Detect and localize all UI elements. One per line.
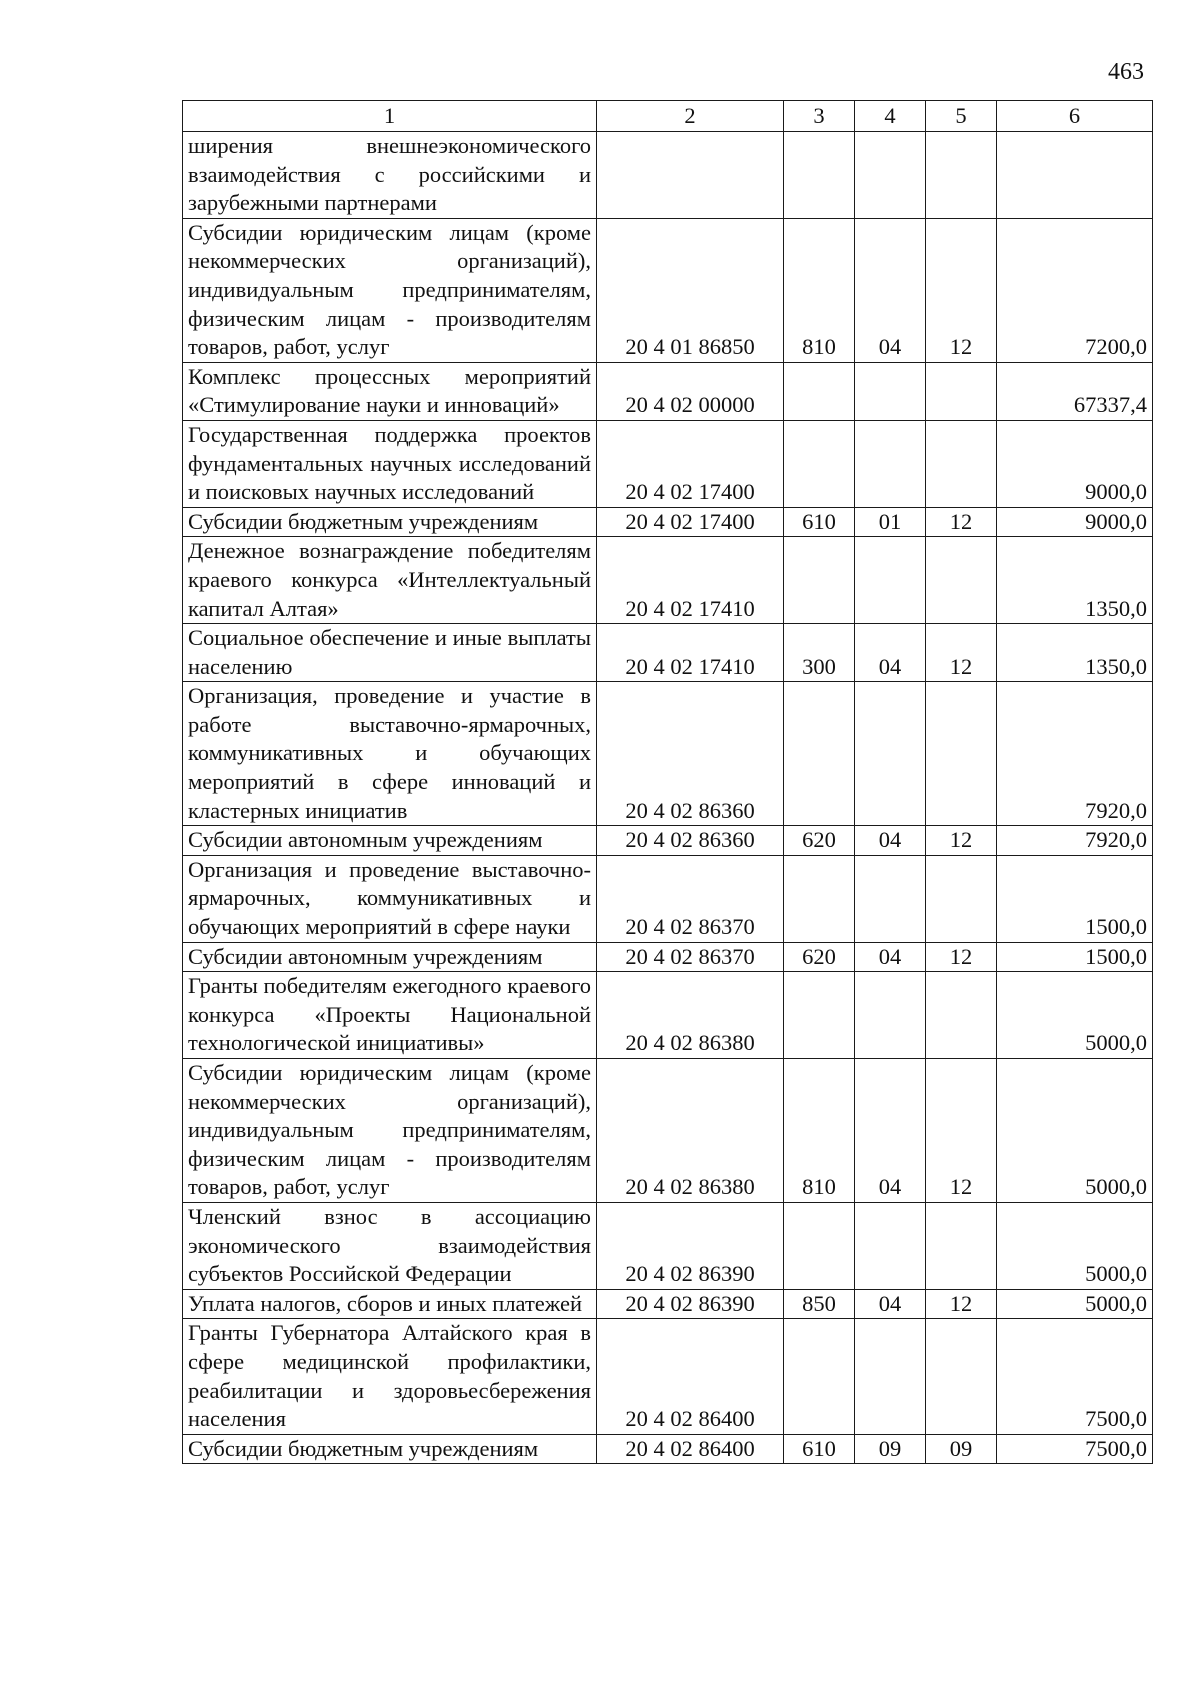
table-row <box>183 1289 1153 1319</box>
target-code-cell: 20 4 02 86360 <box>597 826 784 856</box>
expense-type-cell <box>784 537 855 624</box>
amount-cell: 7920,0 <box>997 826 1153 856</box>
expense-type-cell: 850 <box>784 1289 855 1319</box>
expense-type-cell <box>784 682 855 826</box>
amount-cell: 5000,0 <box>997 1059 1153 1203</box>
subsection-code-cell <box>926 1202 997 1289</box>
target-code-cell: 20 4 02 86370 <box>597 942 784 972</box>
section-code-cell: 04 <box>855 826 926 856</box>
column-header-2: 2 <box>597 101 784 132</box>
table-row <box>183 942 1153 972</box>
row-name-cell: Субсидии юридическим лицам (кроме некоммерческих организаций), индивидуальным предпринимателям, физическим лицам - производителям товаров, работ, услуг <box>183 1059 597 1203</box>
section-code-cell <box>855 1202 926 1289</box>
target-code-cell: 20 4 02 00000 <box>597 362 784 420</box>
expense-type-cell: 610 <box>784 1434 855 1464</box>
section-code-cell <box>855 537 926 624</box>
expense-type-cell <box>784 1202 855 1289</box>
row-name-cell: Гранты победителям ежегодного краевого конкурса «Проекты Национальной технологической инициативы» <box>183 972 597 1059</box>
section-code-cell <box>855 362 926 420</box>
subsection-code-cell: 12 <box>926 218 997 362</box>
expense-type-cell <box>784 362 855 420</box>
amount-cell <box>997 132 1153 219</box>
section-code-cell <box>855 1319 926 1434</box>
row-name-cell: Членский взнос в ассоциацию экономического взаимодействия субъектов Российской Федерации <box>183 1202 597 1289</box>
amount-cell: 67337,4 <box>997 362 1153 420</box>
expense-type-cell: 610 <box>784 507 855 537</box>
expense-type-cell <box>784 132 855 219</box>
target-code-cell: 20 4 02 86360 <box>597 682 784 826</box>
subsection-code-cell <box>926 682 997 826</box>
row-name-cell: Субсидии автономным учреждениям <box>183 826 597 856</box>
table-row <box>183 1059 1153 1203</box>
amount-cell: 7920,0 <box>997 682 1153 826</box>
table-row <box>183 1202 1153 1289</box>
subsection-code-cell: 12 <box>926 624 997 682</box>
table-row <box>183 218 1153 362</box>
subsection-code-cell <box>926 537 997 624</box>
subsection-code-cell: 12 <box>926 1059 997 1203</box>
amount-cell: 1350,0 <box>997 624 1153 682</box>
table-row <box>183 624 1153 682</box>
table-row <box>183 537 1153 624</box>
column-header-5: 5 <box>926 101 997 132</box>
amount-cell: 7500,0 <box>997 1434 1153 1464</box>
expense-type-cell: 810 <box>784 218 855 362</box>
target-code-cell: 20 4 02 17400 <box>597 420 784 507</box>
expense-type-cell <box>784 855 855 942</box>
target-code-cell <box>597 132 784 219</box>
table-row <box>183 507 1153 537</box>
target-code-cell: 20 4 01 86850 <box>597 218 784 362</box>
subsection-code-cell <box>926 855 997 942</box>
table-row <box>183 420 1153 507</box>
target-code-cell: 20 4 02 86400 <box>597 1434 784 1464</box>
section-code-cell <box>855 420 926 507</box>
expense-type-cell: 300 <box>784 624 855 682</box>
section-code-cell <box>855 132 926 219</box>
section-code-cell: 04 <box>855 218 926 362</box>
subsection-code-cell: 09 <box>926 1434 997 1464</box>
section-code-cell <box>855 682 926 826</box>
table-row <box>183 132 1153 219</box>
amount-cell: 5000,0 <box>997 972 1153 1059</box>
subsection-code-cell: 12 <box>926 942 997 972</box>
column-header-1: 1 <box>183 101 597 132</box>
subsection-code-cell <box>926 420 997 507</box>
section-code-cell <box>855 972 926 1059</box>
row-name-cell: Социальное обеспечение и иные выплаты населению <box>183 624 597 682</box>
target-code-cell: 20 4 02 86390 <box>597 1289 784 1319</box>
section-code-cell: 01 <box>855 507 926 537</box>
table-body <box>183 132 1153 1464</box>
subsection-code-cell <box>926 1319 997 1434</box>
table-row <box>183 855 1153 942</box>
table-row <box>183 362 1153 420</box>
target-code-cell: 20 4 02 86370 <box>597 855 784 942</box>
column-header-6: 6 <box>997 101 1153 132</box>
target-code-cell: 20 4 02 17410 <box>597 537 784 624</box>
header-row <box>183 101 1153 132</box>
column-header-4: 4 <box>855 101 926 132</box>
subsection-code-cell <box>926 972 997 1059</box>
expense-type-cell <box>784 972 855 1059</box>
expense-type-cell: 620 <box>784 942 855 972</box>
row-name-cell: Субсидии автономным учреждениям <box>183 942 597 972</box>
target-code-cell: 20 4 02 86380 <box>597 1059 784 1203</box>
column-header-3: 3 <box>784 101 855 132</box>
amount-cell: 1350,0 <box>997 537 1153 624</box>
row-name-cell: Комплекс процессных мероприятий «Стимулирование науки и инноваций» <box>183 362 597 420</box>
target-code-cell: 20 4 02 17400 <box>597 507 784 537</box>
table-row <box>183 682 1153 826</box>
expense-type-cell <box>784 420 855 507</box>
section-code-cell <box>855 855 926 942</box>
row-name-cell: Субсидии юридическим лицам (кроме некоммерческих организаций), индивидуальным предпринимателям, физическим лицам - производителям товаров, работ, услуг <box>183 218 597 362</box>
amount-cell: 9000,0 <box>997 507 1153 537</box>
budget-table <box>182 100 1153 1464</box>
subsection-code-cell <box>926 362 997 420</box>
amount-cell: 7200,0 <box>997 218 1153 362</box>
row-name-cell: Денежное вознаграждение победителям краевого конкурса «Интеллектуальный капитал Алтая» <box>183 537 597 624</box>
row-name-cell: Субсидии бюджетным учреждениям <box>183 1434 597 1464</box>
section-code-cell: 04 <box>855 1059 926 1203</box>
section-code-cell: 04 <box>855 1289 926 1319</box>
amount-cell: 9000,0 <box>997 420 1153 507</box>
subsection-code-cell: 12 <box>926 507 997 537</box>
amount-cell: 1500,0 <box>997 942 1153 972</box>
row-name-cell: Организация и проведение выставочно-ярмарочных, коммуникативных и обучающих мероприятий в сфере науки <box>183 855 597 942</box>
section-code-cell: 09 <box>855 1434 926 1464</box>
section-code-cell: 04 <box>855 942 926 972</box>
section-code-cell: 04 <box>855 624 926 682</box>
target-code-cell: 20 4 02 17410 <box>597 624 784 682</box>
table-row <box>183 972 1153 1059</box>
expense-type-cell: 620 <box>784 826 855 856</box>
subsection-code-cell: 12 <box>926 826 997 856</box>
subsection-code-cell <box>926 132 997 219</box>
target-code-cell: 20 4 02 86390 <box>597 1202 784 1289</box>
page-number: 463 <box>1108 59 1144 85</box>
subsection-code-cell: 12 <box>926 1289 997 1319</box>
expense-type-cell <box>784 1319 855 1434</box>
amount-cell: 7500,0 <box>997 1319 1153 1434</box>
amount-cell: 1500,0 <box>997 855 1153 942</box>
row-name-cell: Субсидии бюджетным учреждениям <box>183 507 597 537</box>
target-code-cell: 20 4 02 86400 <box>597 1319 784 1434</box>
row-name-cell: ширения внешнеэкономического взаимодействия с российскими и зарубежными партнерами <box>183 132 597 219</box>
table-row <box>183 1434 1153 1464</box>
row-name-cell: Уплата налогов, сборов и иных платежей <box>183 1289 597 1319</box>
amount-cell: 5000,0 <box>997 1289 1153 1319</box>
row-name-cell: Государственная поддержка проектов фундаментальных научных исследований и поисковых научных исследований <box>183 420 597 507</box>
target-code-cell: 20 4 02 86380 <box>597 972 784 1059</box>
table-row <box>183 1319 1153 1434</box>
row-name-cell: Гранты Губернатора Алтайского края в сфере медицинской профилактики, реабилитации и здоровьесбережения населения <box>183 1319 597 1434</box>
table-row <box>183 826 1153 856</box>
expense-type-cell: 810 <box>784 1059 855 1203</box>
amount-cell: 5000,0 <box>997 1202 1153 1289</box>
row-name-cell: Организация, проведение и участие в работе выставочно-ярмарочных, коммуникативных и обучающих мероприятий в сфере инноваций и кластерных инициатив <box>183 682 597 826</box>
